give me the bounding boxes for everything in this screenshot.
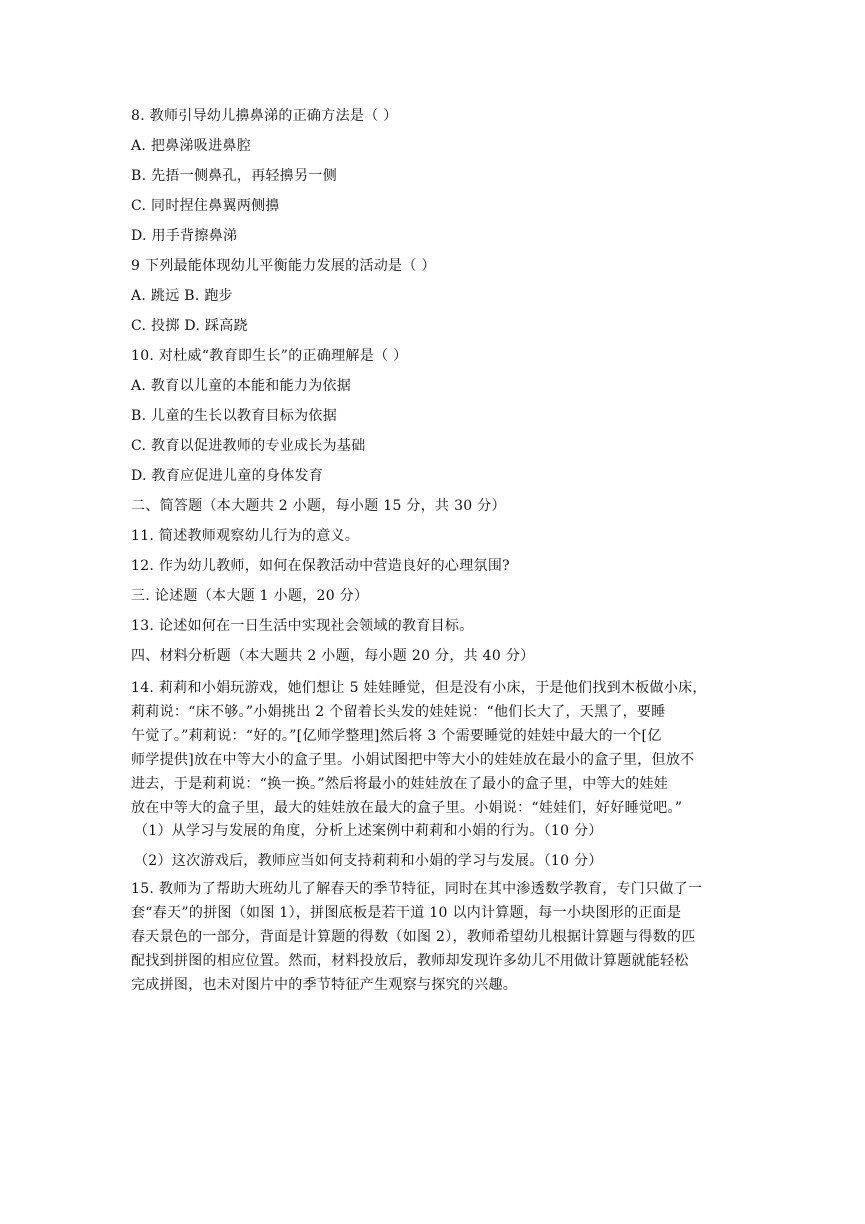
- question-15-line: 完成拼图，也未对图片中的季节特征产生观察与探究的兴趣。: [131, 977, 518, 993]
- question-8-stem: 8. 教师引导幼儿擤鼻涕的正确方法是（ ）: [131, 108, 398, 124]
- question-8-option-b: B. 先捂一侧鼻孔，再轻擤另一侧: [131, 168, 337, 184]
- question-15-line: 春天景色的一部分，背面是计算题的得数（如图 2），教师希望幼儿根据计算题与得数的匹: [131, 929, 696, 945]
- section-3-heading: 三. 论述题（本大题 1 小题，20 分）: [131, 588, 369, 604]
- section-2-heading: 二、简答题（本大题共 2 小题，每小题 15 分，共 30 分）: [131, 498, 506, 514]
- question-14-line: 放在中等大的盒子里，最大的娃娃放在最大的盒子里。小娟说：“娃娃们，好好睡觉吧。”: [131, 800, 683, 816]
- question-8-option-d: D. 用手背擦鼻涕: [131, 228, 238, 244]
- question-14-line: 师学提供]放在中等大小的盒子里。小娟试图把中等大小的娃娃放在最小的盒子里，但放不: [131, 752, 695, 768]
- question-9-options-ab: A. 跳远 B. 跑步: [131, 288, 233, 304]
- section-4-heading: 四、材料分析题（本大题共 2 小题，每小题 20 分，共 40 分）: [131, 648, 535, 664]
- question-10-option-d: D. 教育应促进儿童的身体发育: [131, 468, 324, 484]
- question-14-line: 进去，于是莉莉说：“换一换。”然后将最小的娃娃放在了最小的盒子里，中等大的娃娃: [131, 776, 669, 792]
- question-15-line: 配找到拼图的相应位置。然而，材料投放后，教师却发现许多幼儿不用做计算题就能轻松: [131, 953, 689, 969]
- question-10-stem: 10. 对杜威“教育即生长”的正确理解是（ ）: [131, 348, 408, 364]
- question-14-line: 莉莉说：“床不够。”小娟挑出 2 个留着长头发的娃娃说：“他们长大了，天黑了，要睡: [131, 704, 666, 720]
- question-9-stem: 9 下列最能体现幼儿平衡能力发展的活动是（ ）: [131, 258, 436, 274]
- question-8-option-c: C. 同时捏住鼻翼两侧擤: [131, 198, 280, 214]
- question-9-options-cd: C. 投掷 D. 踩高跷: [131, 318, 248, 334]
- question-11: 11. 简述教师观察幼儿行为的意义。: [131, 528, 360, 544]
- question-15-line: 15. 教师为了帮助大班幼儿了解春天的季节特征，同时在其中渗透数学教育，专门只做了一: [131, 881, 703, 897]
- question-10-option-a: A. 教育以儿童的本能和能力为依据: [131, 378, 352, 394]
- question-14-text: [131, 676, 736, 820]
- question-15-line: 套“春天”的拼图（如图 1），拼图底板是若干道 10 以内计算题，每一小块图形的正面是: [131, 905, 682, 921]
- question-13: 13. 论述如何在一日生活中实现社会领域的教育目标。: [131, 618, 474, 634]
- question-14-subquestion-1: （1）从学习与发展的角度，分析上述案例中莉莉和小娟的行为。（10 分）: [134, 823, 603, 839]
- question-10-option-c: C. 教育以促进教师的专业成长为基础: [131, 438, 366, 454]
- question-15-text: [131, 877, 736, 997]
- question-14-line: 14. 莉莉和小娟玩游戏，她们想让 5 娃娃睡觉，但是没有小床，于是他们找到木板做小床，: [131, 680, 707, 696]
- question-10-option-b: B. 儿童的生长以教育目标为依据: [131, 408, 337, 424]
- question-14-subquestion-2: （2）这次游戏后，教师应当如何支持莉莉和小娟的学习与发展。（10 分）: [134, 853, 603, 869]
- question-14-line: 午觉了。”莉莉说：“好的。”[亿师学整理]然后将 3 个需要睡觉的娃娃中最大的一个[亿: [131, 728, 662, 744]
- question-8-option-a: A. 把鼻涕吸进鼻腔: [131, 138, 252, 154]
- question-12: 12. 作为幼儿教师，如何在保教活动中营造良好的心理氛围?: [131, 558, 510, 574]
